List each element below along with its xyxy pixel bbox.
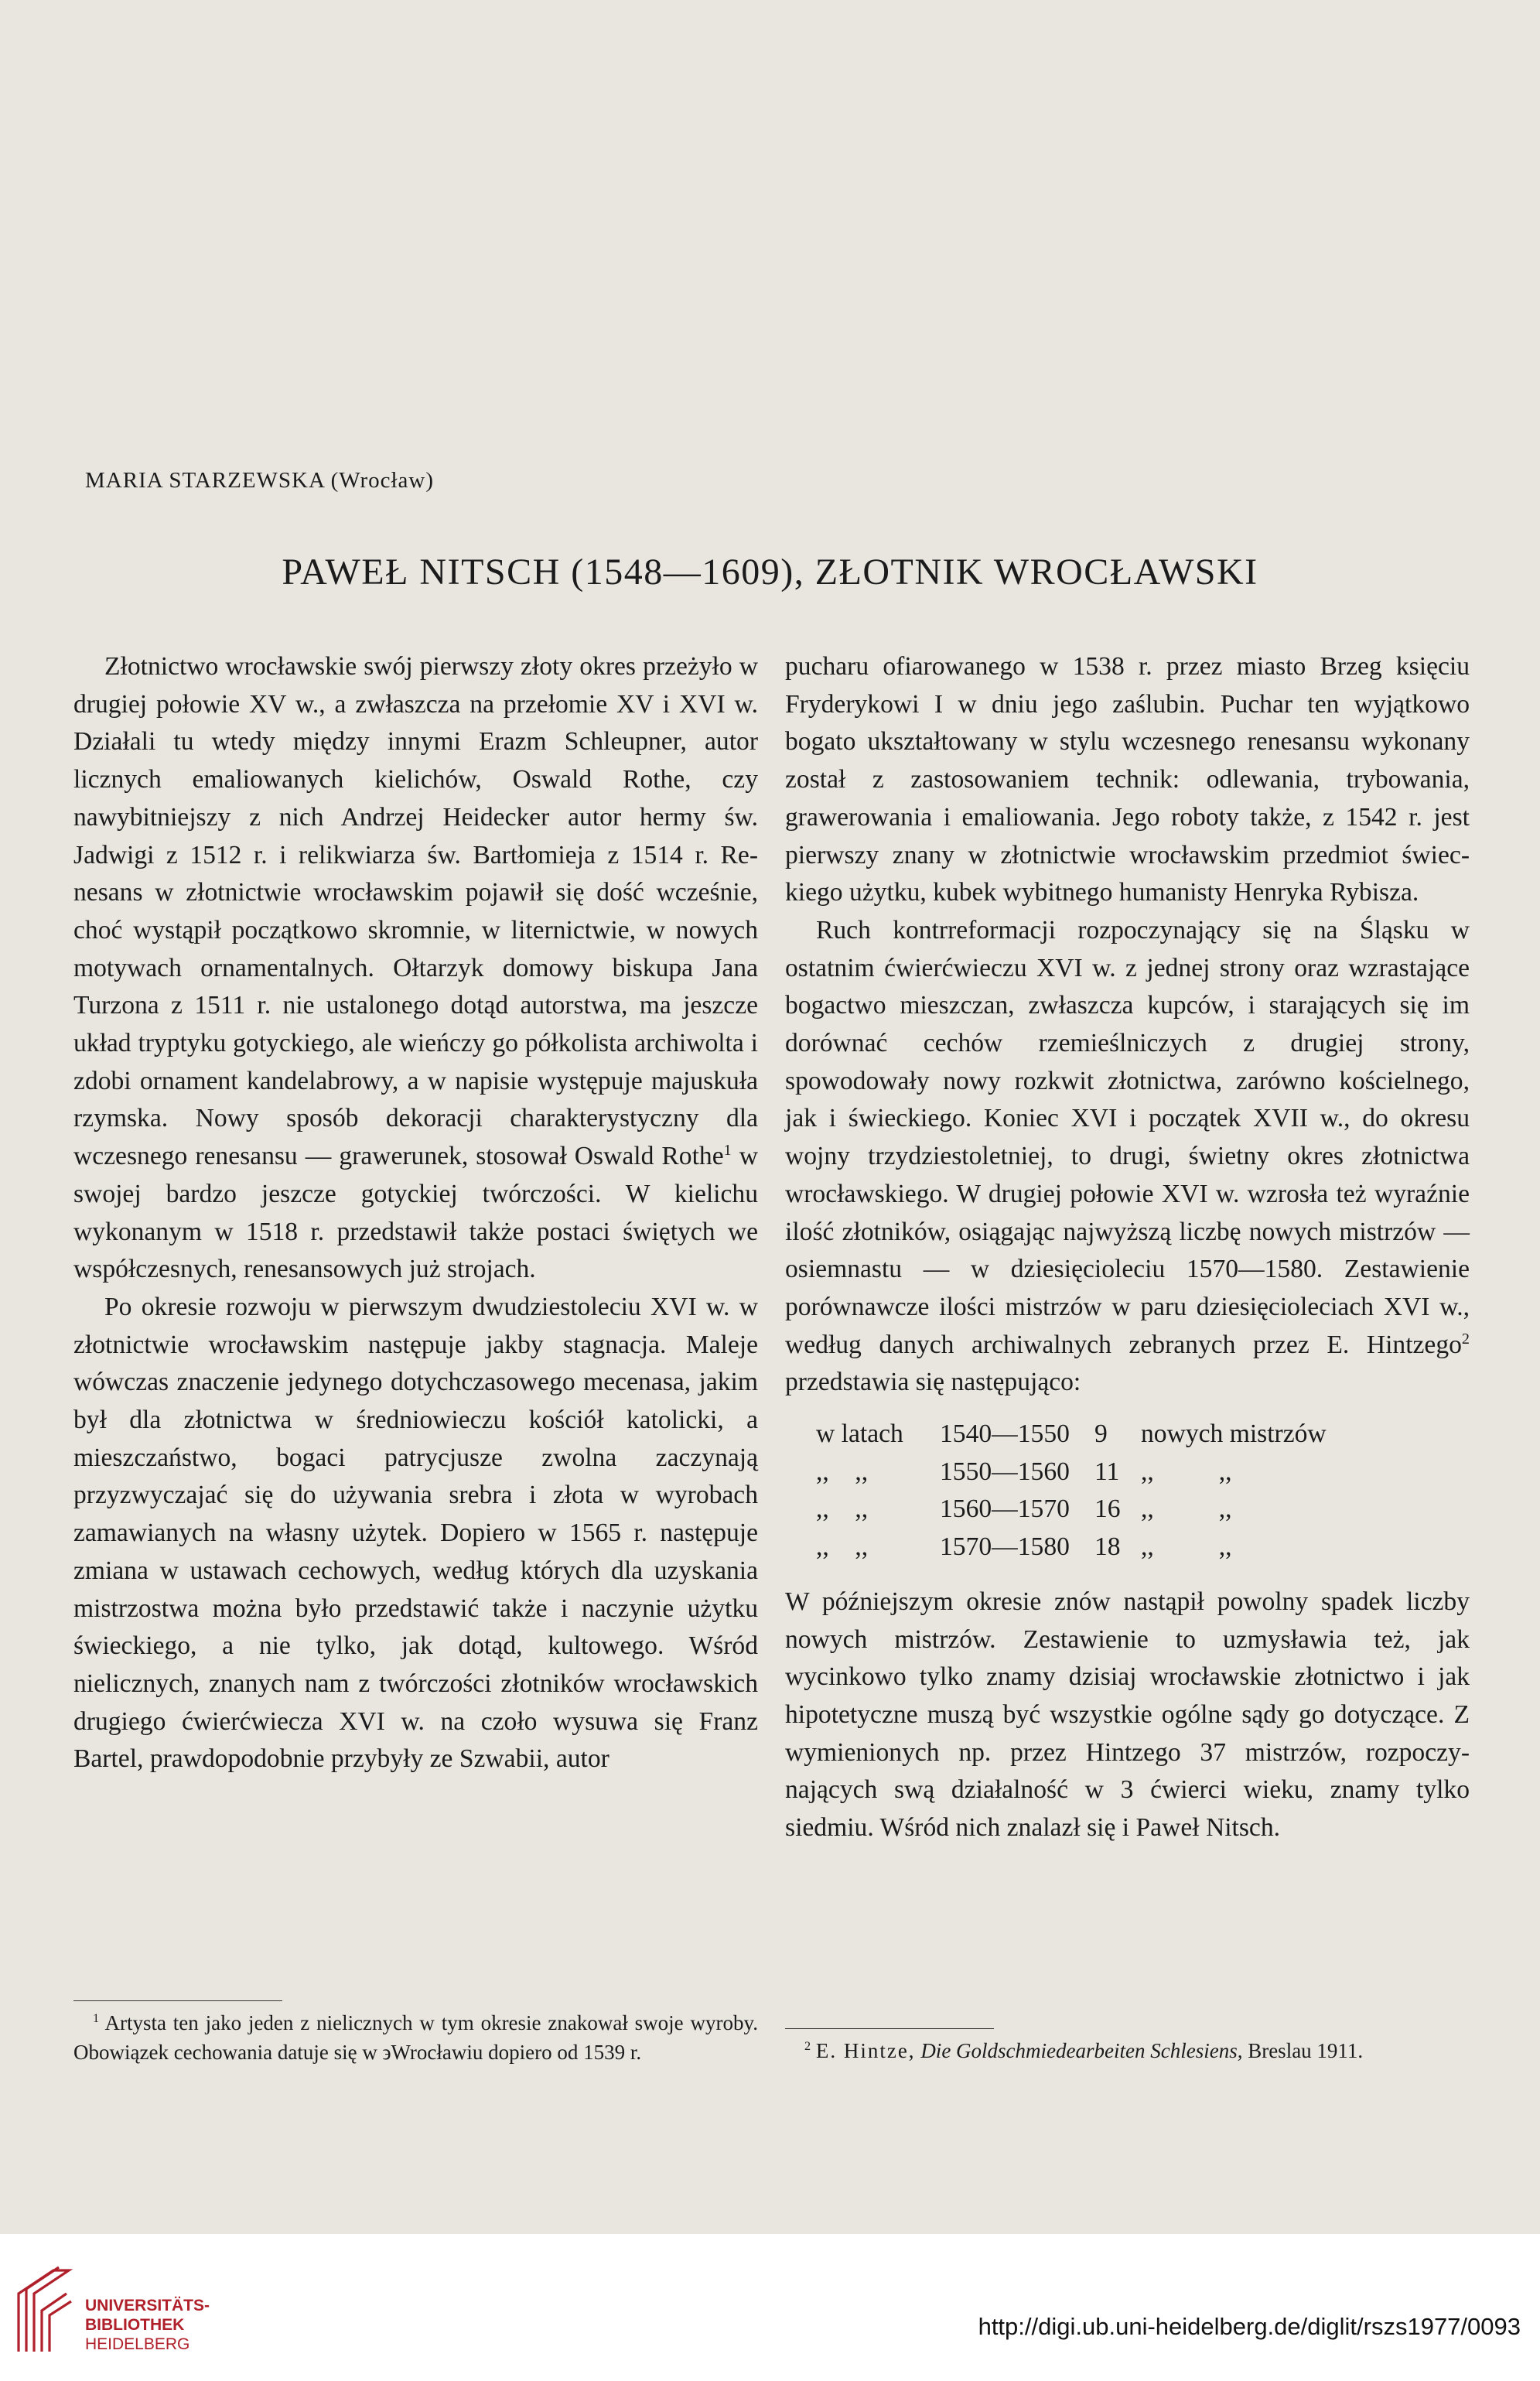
article-title: PAWEŁ NITSCH (1548—1609), ZŁOTNIK WROCŁAWSKI [282, 552, 1258, 593]
footnote-text: Artysta ten jako jeden z nielicznych w tym okresie znakował swoje wyroby. Obowiązek cechowania datuje się w ϶Wrocławiu dopiero od 1539 r. [73, 2011, 758, 2064]
footnote-number: 2 [804, 2039, 811, 2053]
footnote-divider [73, 2000, 282, 2001]
table-cell: 18 [1094, 1532, 1121, 1562]
paragraph-text: w swojej bardzo jeszcze gotyckiej twórczości. W kielichu wykonanym w 1518 r. przedstawił także postaci świętych we współczesnych, renesansowych już strojach. [73, 1142, 758, 1284]
source-url-link[interactable]: http://digi.ub.uni-heidelberg.de/diglit/rszs1977/0093 [978, 2313, 1521, 2340]
masters-table [816, 1416, 1327, 1566]
library-name-line: HEIDELBERG [85, 2335, 190, 2353]
paragraph-text: przedstawia się następująco: [785, 1368, 1081, 1397]
left-column [73, 648, 758, 1778]
author-line: MARIA STARZEWSKA (Wrocław) [85, 468, 435, 493]
table-cell: nowych mistrzów [1141, 1419, 1327, 1449]
table-row [816, 1416, 1327, 1454]
footnote-divider [785, 2028, 994, 2029]
footnote-1 [73, 2008, 758, 2067]
table-row [816, 1454, 1327, 1491]
table-row [816, 1491, 1327, 1529]
table-cell: 1550—1560 [940, 1457, 1070, 1486]
table-cell: 9 [1094, 1419, 1108, 1449]
paragraph: W późniejszym okresie znów nastąpił powolny spadek liczby nowych mistrzów. Zestawienie to uzmysławia też, jak wycinkowo tylko znamy dzisiaj wrocławskie złotnictwo i jak hipotetyczne muszą być wszystkie ogólne sądy go dotyczące. Z wymienionych np. przez Hintzego 37 mistrzów, rozpoczynających swą działalność w 3 ćwierci wieku, znamy tylko siedmiu. Wśród nich znalazł się i Paweł Nitsch. [785, 1587, 1470, 1843]
table-cell: ,, ,, [816, 1457, 869, 1486]
footnote-author: E. Hintze, [815, 2039, 916, 2062]
right-column [785, 648, 1470, 1847]
table-cell: ,, ,, [1141, 1532, 1232, 1562]
paragraph-text: Złotnictwo wrocławskie swój pierwszy złoty okres przeżyło w drugiej połowie XV w., a zwłaszcza na przełomie XV i XVI w. Działali tu wtedy między innymi Erazm Schleupner, autor licznych emaliowanych kielichów, Oswald Rothe, czy nawybitniejszy z nich Andrzej Heidecker autor hermy św. Jadwigi z 1512 r. i relikwiarza św. Bartłomieja z 1514 r. Renesans w złotnictwie wrocławskim pojawił się dość wcześnie, choć wystąpił początkowo skromnie, w liternictwie, w nowych motywach ornamentalnych. Ołtarzyk domowy biskupa Jana Turzona z 1511 r. nie ustalonego dotąd autorstwa, ma jeszcze układ tryptyku gotyckiego, ale wieńczy go półkolista archiwolta i zdobi ornament kandelabrowy, a w napisie występuje majuskuła rzymska. Nowy sposób dekoracji charakterystyczny dla wczesnego renesansu — grawerunek, stosował Oswald Rothe [73, 652, 758, 1171]
library-name [85, 2296, 210, 2354]
library-name-line: BIBLIOTHEK [85, 2316, 185, 2334]
paragraph-text: Ruch kontrreformacji rozpoczynający się na Śląsku w ostatnim ćwierćwieczu XVI w. z jednej strony oraz wzrastające bogactwo mieszczan, zwłaszcza kupców, i starających się im dorównać cechów rzemieślniczych z drugiej strony, spowodowały nowy rozkwit złotnictwa, zarówno kościelnego, jak i świeckiego. Koniec XVI i początek XVII w., do okresu wojny trzydziestoletniej, to drugi, świetny okres złotnictwa wrocławskiego. W drugiej połowie XVI w. wzrosła też wyraźnie ilość złotników, osiągając najwyższą liczbę nowych mistrzów — osiemnastu — w dziesięcioleciu 1570—1580. Zestawienie porównawcze ilości mistrzów w paru dziesięcioleciach XVI w., według danych archiwalnych zebranych przez E. Hintzego [785, 915, 1470, 1359]
footer-bar [0, 2234, 1540, 2381]
footnote-title: Die Goldschmiedearbeiten Schlesiens, [920, 2039, 1243, 2062]
table-cell: ,, ,, [1141, 1457, 1232, 1486]
table-cell: 16 [1094, 1495, 1121, 1524]
footnote-rest: Breslau 1911. [1248, 2039, 1364, 2062]
paragraph: Po okresie rozwoju w pierwszym dwudziestoleciu XVI w. w złotnictwie wrocławskim następuje jakby stagnacja. Maleje wówczas znaczenie jedynego dotychczasowego mecenasa, jakim był dla złotnictwa w średniowieczu kościół katolicki, a mieszczaństwo, bogaci patrycjusze zwolna zaczynają przyzwyczajać się do używania srebra i złota w wyrobach zamawianych na własny użytek. Dopiero w 1565 r. następuje zmiana w ustawach cechowych, według których dla uzyskania mistrzostwa można było przedstawić także i naczynie użytku świeckiego, a nie tylko, jak dotąd, kultowego. Wśród nielicznych, znanych nam z twórczości złotników wrocławskich drugiego ćwierćwiecza XVI w. na czoło wysuwa się Franz Bartel, prawdopodobnie przybyły ze Szwabii, autor [73, 1292, 758, 1774]
paragraph [785, 912, 1470, 1402]
library-name-line: UNIVERSITÄTS- [85, 2297, 210, 2314]
table-cell: ,, ,, [816, 1495, 869, 1524]
table-cell: 1570—1580 [940, 1532, 1070, 1562]
table-cell: 1540—1550 [940, 1419, 1070, 1449]
table-cell: w latach [816, 1419, 903, 1449]
paragraph [73, 648, 758, 1289]
library-logo-icon [11, 2263, 77, 2355]
table-cell: ,, ,, [816, 1532, 869, 1562]
footnote-2 [785, 2036, 1470, 2065]
footnote-ref-1[interactable]: 1 [723, 1141, 732, 1159]
paragraph: pucharu ofiarowanego w 1538 r. przez miasto Brzeg księciu Fryderykowi I w dniu jego zaślubin. Puchar ten wyjątkowo bogato ukształtowany w stylu wczesnego renesansu wykonany został z zastosowaniem technik: odlewania, trybowania, grawerowania i emaliowania. Jego roboty także, z 1542 r. jest pierwszy znany w złotnictwie wrocławskim przedmiot świeckiego użytku, kubek wybitnego humanisty Henryka Rybisza. [785, 652, 1470, 907]
table-cell: ,, ,, [1141, 1495, 1232, 1524]
table-row [816, 1529, 1327, 1566]
table-cell: 11 [1094, 1457, 1120, 1486]
footnote-number: 1 [93, 2011, 100, 2025]
footnote-ref-2[interactable]: 2 [1461, 1330, 1470, 1348]
table-cell: 1560—1570 [940, 1495, 1070, 1524]
